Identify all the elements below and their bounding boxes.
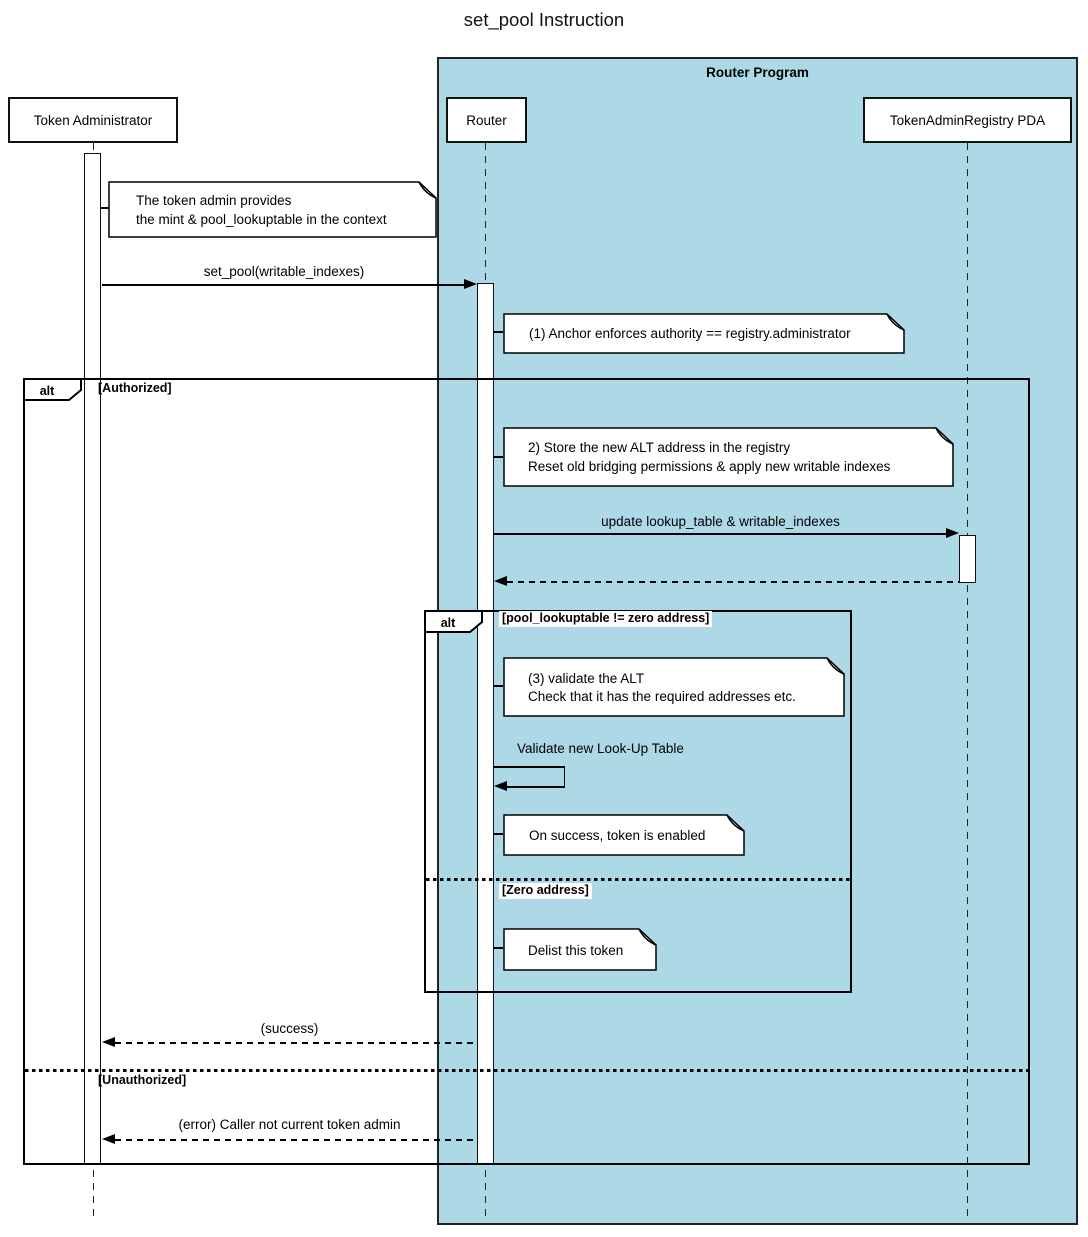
message-set-pool-arrowhead bbox=[464, 279, 477, 289]
note-connector bbox=[494, 331, 503, 333]
note-delist-token bbox=[503, 928, 658, 972]
participant-label: TokenAdminRegistry PDA bbox=[889, 112, 1046, 128]
note-connector bbox=[494, 833, 503, 835]
diagram-title: set_pool Instruction bbox=[463, 9, 625, 30]
participant-label: Token Administrator bbox=[33, 112, 153, 128]
alt-operator-tab-outer bbox=[23, 378, 85, 404]
message-validate-lut-line-top bbox=[494, 766, 565, 768]
participant-label: Router bbox=[466, 112, 507, 128]
alt-operator-label: alt bbox=[440, 616, 456, 630]
alt-divider-outer bbox=[25, 1069, 1028, 1072]
message-error-arrowhead bbox=[102, 1134, 115, 1144]
alt-operator-label: alt bbox=[39, 384, 55, 398]
message-validate-lut-label: Validate new Look-Up Table bbox=[517, 741, 684, 756]
guard-zero-address: [Zero address] bbox=[499, 883, 592, 899]
guard-pool-lookuptable-not-zero: [pool_lookuptable != zero address] bbox=[499, 611, 712, 627]
note-connector bbox=[494, 947, 503, 949]
message-set-pool-label: set_pool(writable_indexes) bbox=[203, 264, 365, 279]
message-pda-return-line bbox=[507, 581, 959, 583]
message-update-lookup-table-label: update lookup_table & writable_indexes bbox=[601, 514, 840, 529]
svg-text:Reset old bridging permissions: Reset old bridging permissions & apply new writable indexes bbox=[528, 459, 891, 474]
message-error-label: (error) Caller not current token admin bbox=[178, 1117, 401, 1132]
svg-text:Check that it has the required: Check that it has the required addresses etc. bbox=[528, 689, 796, 704]
alt-divider-inner bbox=[426, 878, 850, 881]
note-connector bbox=[494, 456, 503, 458]
note-body bbox=[504, 658, 844, 716]
svg-text:On success, token is enabled: On success, token is enabled bbox=[529, 828, 706, 843]
note-authority-check bbox=[503, 313, 906, 355]
note-body bbox=[504, 428, 953, 486]
router-program-label: Router Program bbox=[706, 65, 809, 80]
svg-text:Delist this token: Delist this token bbox=[528, 943, 624, 958]
participant-token-admin-registry-pda bbox=[863, 97, 1072, 143]
participant-router bbox=[446, 97, 527, 143]
message-update-lookup-table-arrowhead bbox=[946, 528, 959, 538]
message-success-arrowhead bbox=[102, 1037, 115, 1047]
note-connector bbox=[494, 685, 503, 687]
message-success-label: (success) bbox=[260, 1021, 319, 1036]
alt-operator-tab-inner bbox=[424, 610, 486, 636]
svg-text:2) Store the new ALT address i: 2) Store the new ALT address in the registry bbox=[528, 440, 791, 455]
message-success-line bbox=[115, 1042, 477, 1044]
message-validate-lut-arrowhead bbox=[494, 781, 507, 791]
guard-unauthorized: [Unauthorized] bbox=[98, 1073, 187, 1087]
svg-text:the mint & pool_lookuptable in: the mint & pool_lookuptable in the context bbox=[136, 212, 387, 227]
message-validate-lut-line-bottom bbox=[507, 786, 565, 788]
note-body bbox=[109, 182, 436, 237]
message-pda-return-arrowhead bbox=[494, 576, 507, 586]
participant-token-administrator bbox=[8, 97, 178, 143]
note-success-enabled bbox=[503, 814, 746, 857]
message-validate-lut-line-right bbox=[564, 766, 566, 787]
svg-text:(3) validate the ALT: (3) validate the ALT bbox=[528, 671, 645, 686]
svg-text:The token admin provides: The token admin provides bbox=[136, 193, 292, 208]
message-update-lookup-table-line bbox=[494, 533, 947, 535]
note-store-alt bbox=[503, 427, 955, 489]
message-set-pool-line bbox=[102, 284, 466, 286]
guard-authorized: [Authorized] bbox=[98, 381, 172, 395]
svg-text:(1) Anchor enforces authority: (1) Anchor enforces authority == registry.administrator bbox=[529, 326, 851, 341]
message-error-line bbox=[115, 1139, 477, 1141]
note-validate-alt bbox=[503, 657, 846, 718]
note-token-admin-context bbox=[108, 181, 438, 240]
